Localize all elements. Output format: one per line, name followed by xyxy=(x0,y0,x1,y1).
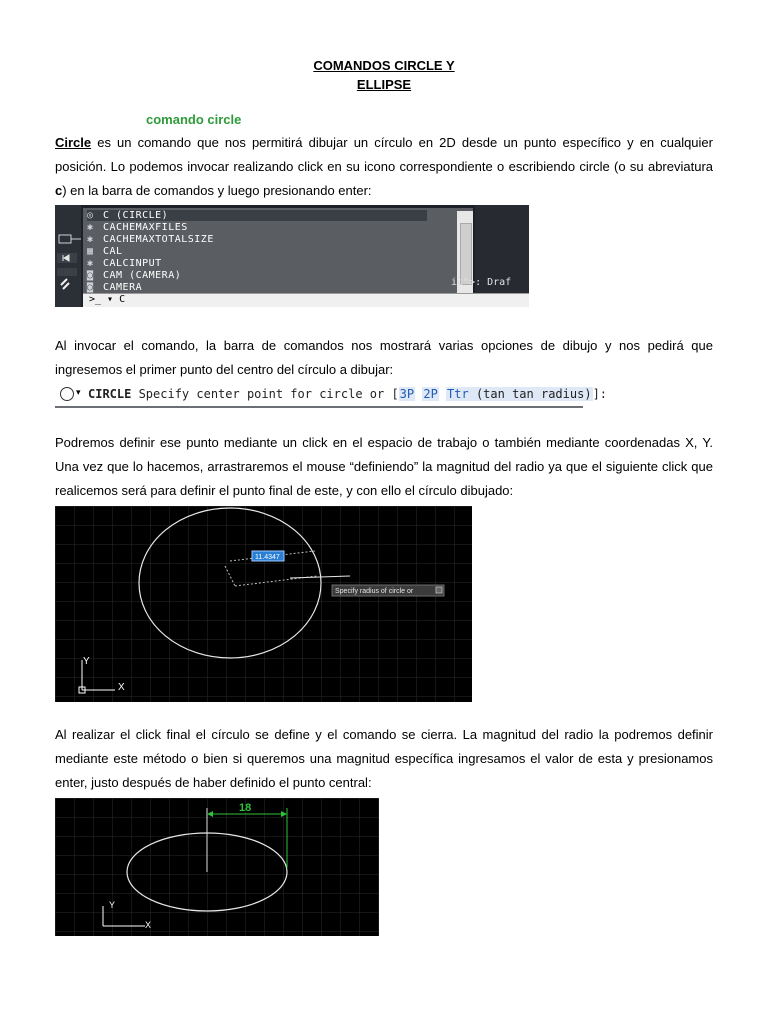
circle-canvas xyxy=(55,506,472,702)
intro-text-b: ) en la barra de comandos y luego presionando enter: xyxy=(62,183,372,198)
list-item[interactable]: ▦ CAL xyxy=(87,246,123,257)
command-prompt xyxy=(88,387,607,401)
drawing-area-edge xyxy=(451,205,529,293)
list-item[interactable]: ◙ CAMERA xyxy=(87,282,143,293)
toolbar-icons xyxy=(55,205,81,307)
command-list-screenshot xyxy=(55,205,529,307)
circle-term: Circle xyxy=(55,135,92,150)
prompt-close: ]: xyxy=(592,387,608,401)
chevron-down-icon: ▾ xyxy=(76,387,81,397)
gear-icon: ✱ xyxy=(87,234,94,245)
section-heading: comando circle xyxy=(146,112,242,127)
list-item[interactable]: ◙ CAM (CAMERA) xyxy=(87,270,182,281)
abbrev-c: c xyxy=(55,183,63,198)
list-item[interactable]: ✱ CACHEMAXTOTALSIZE xyxy=(87,234,214,245)
option-2p[interactable]: 2P xyxy=(423,387,438,401)
paragraph-intro xyxy=(55,131,713,203)
side-prompt-text: ic">: Draf xyxy=(451,277,512,288)
list-item[interactable]: ◎ C (CIRCLE) xyxy=(87,210,427,221)
title-line-1: COMANDOS CIRCLE Y xyxy=(313,58,455,73)
command-input-bar[interactable] xyxy=(83,293,529,307)
command-suggestion-list[interactable] xyxy=(83,208,473,293)
y-axis-label: Y xyxy=(83,656,90,667)
camera-icon: ◙ xyxy=(87,282,94,293)
circle-drawing-screenshot xyxy=(55,506,472,702)
radius-input-box[interactable]: 11.4347 xyxy=(255,554,280,561)
title-line-2: ELLIPSE xyxy=(356,77,412,92)
paragraph-define-point: Podremos definir ese punto mediante un click en el espacio de trabajo o también mediante coordenadas X, Y. Una vez que lo hacemos, arrastraremos el mouse “definiendo” la magnitud del radio ya que el siguiente click que realicemos será para definir el punto final de este, y con ello el círculo dibujado: xyxy=(55,435,713,498)
intro-text-a: es un comando que nos permitirá dibujar un círculo en 2D desde un punto específico y en cualquier posición. Lo podemos invocar realizando click en su icono correspondiente o escribiendo circle (o su abreviatura xyxy=(55,135,713,174)
left-toolbar xyxy=(55,205,81,307)
circle-icon: ◎ xyxy=(87,210,94,221)
camera-icon: ◙ xyxy=(87,270,94,281)
x-axis-label: X xyxy=(118,682,125,693)
x-axis-label: X xyxy=(145,920,152,930)
dimension-label: 18 xyxy=(239,802,252,814)
command-name: CIRCLE xyxy=(88,387,132,401)
gear-icon: ✱ xyxy=(87,222,94,233)
document-title xyxy=(0,56,768,94)
circle-icon xyxy=(60,387,74,401)
ellipse-canvas xyxy=(55,798,379,936)
list-item[interactable]: ✱ CALCINPUT xyxy=(87,258,162,269)
radius-tooltip: Specify radius of circle or xyxy=(335,588,414,595)
paragraph-invoke: Al invocar el comando, la barra de comandos nos mostrará varias opciones de dibujo y nos pedirá que ingresemos el primer punto del centro del círculo a dibujar: xyxy=(55,338,713,377)
paragraph-final-click: Al realizar el click final el círculo se define y el comando se cierra. La magnitud del radio la podremos definir mediante este método o bien si queremos una magnitud específica ingresamos el valor de esta y presionamos enter, justo después de haber definido el punto central: xyxy=(55,727,713,790)
ellipse-drawing-screenshot xyxy=(55,798,379,936)
scrollbar-thumb[interactable] xyxy=(460,223,472,285)
list-item[interactable]: ✱ CACHEMAXFILES xyxy=(87,222,188,233)
option-3p[interactable]: 3P xyxy=(399,387,415,401)
option-ttr[interactable]: Ttr (tan tan radius) xyxy=(447,387,592,401)
y-axis-label: Y xyxy=(109,900,116,910)
calculator-icon: ▦ xyxy=(87,246,94,257)
gear-icon: ✱ xyxy=(87,258,94,269)
command-input-value[interactable]: >_ ▾ C xyxy=(89,294,126,305)
command-line-screenshot xyxy=(55,384,608,408)
prompt-text: Specify center point for circle or [ xyxy=(131,387,399,401)
